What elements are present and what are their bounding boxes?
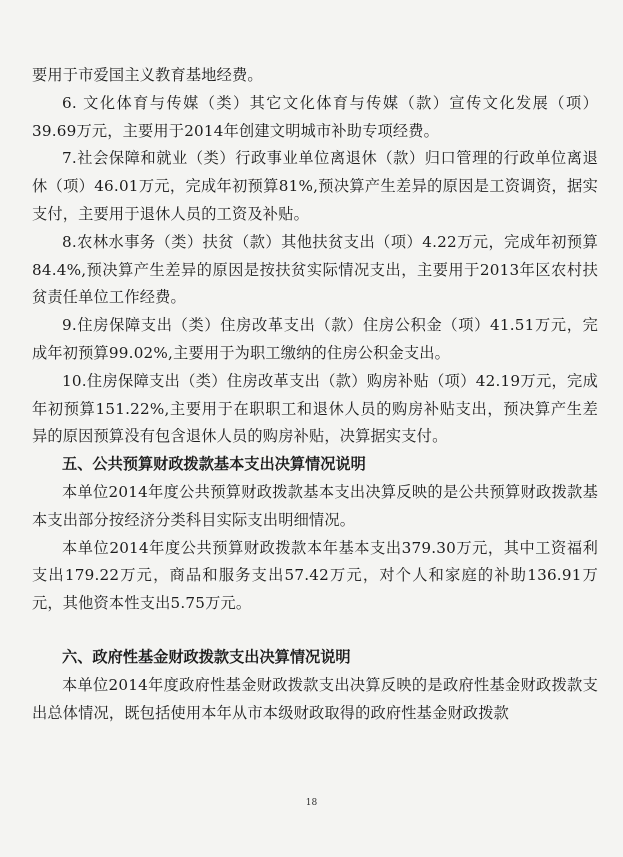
section-5-paragraph-2: 本单位2014年度公共预算财政拨款本年基本支出379.30万元，其中工资福利支出179.22万元，商品和服务支出57.42万元，对个人和家庭的补助136.91万元，其他资本性支出5.75万元。 [32, 538, 598, 613]
page-body [32, 62, 598, 727]
paragraph-item-9: 9.住房保障支出（类）住房改革支出（款）住房公积金（项）41.51万元，完成年初预算99.02%,主要用于为职工缴纳的住房公积金支出。 [32, 316, 598, 362]
section-spacer [32, 618, 598, 644]
paragraph-item-6: 6. 文化体育与传媒（类）其它文化体育与传媒（款）宣传文化发展（项）39.69万元，主要用于2014年创建文明城市补助专项经费。 [32, 93, 598, 140]
section-6-heading: 六、政府性基金财政拨款支出决算情况说明 [62, 647, 351, 666]
paragraph-item-10: 10.住房保障支出（类）住房改革支出（款）购房补贴（项）42.19万元，完成年初预算151.22%,主要用于在职职工和退休人员的购房补贴支出，预决算产生差异的原因预算没有包含退休人员的购房补贴，决算据实支付。 [32, 371, 598, 446]
paragraph-item-8: 8.农林水事务（类）扶贫（款）其他扶贫支出（项）4.22万元，完成年初预算84.4%,预决算产生差异的原因是按扶贫实际情况支出，主要用于2013年区农村扶贫责任单位工作经费。 [32, 232, 598, 307]
section-5-heading: 五、公共预算财政拨款基本支出决算情况说明 [62, 455, 366, 474]
section-5-paragraph-1: 本单位2014年度公共预算财政拨款基本支出决算反映的是公共预算财政拨款基本支出部分按经济分类科目实际支出明细情况。 [32, 482, 598, 529]
page-number: 18 [305, 798, 318, 808]
paragraph-item-7: 7.社会保障和就业（类）行政事业单位离退休（款）归口管理的行政单位离退休（项）46.01万元，完成年初预算81%,预决算产生差异的原因是工资调资，据实支付，主要用于退休人员的工资及补贴。 [32, 149, 598, 223]
section-6-paragraph-1: 本单位2014年度政府性基金财政拨款支出决算反映的是政府性基金财政拨款支出总体情况，既包括使用本年从市本级财政取得的政府性基金财政拨款 [32, 675, 598, 722]
paragraph-continuation: 要用于市爱国主义教育基地经费。 [32, 66, 263, 84]
